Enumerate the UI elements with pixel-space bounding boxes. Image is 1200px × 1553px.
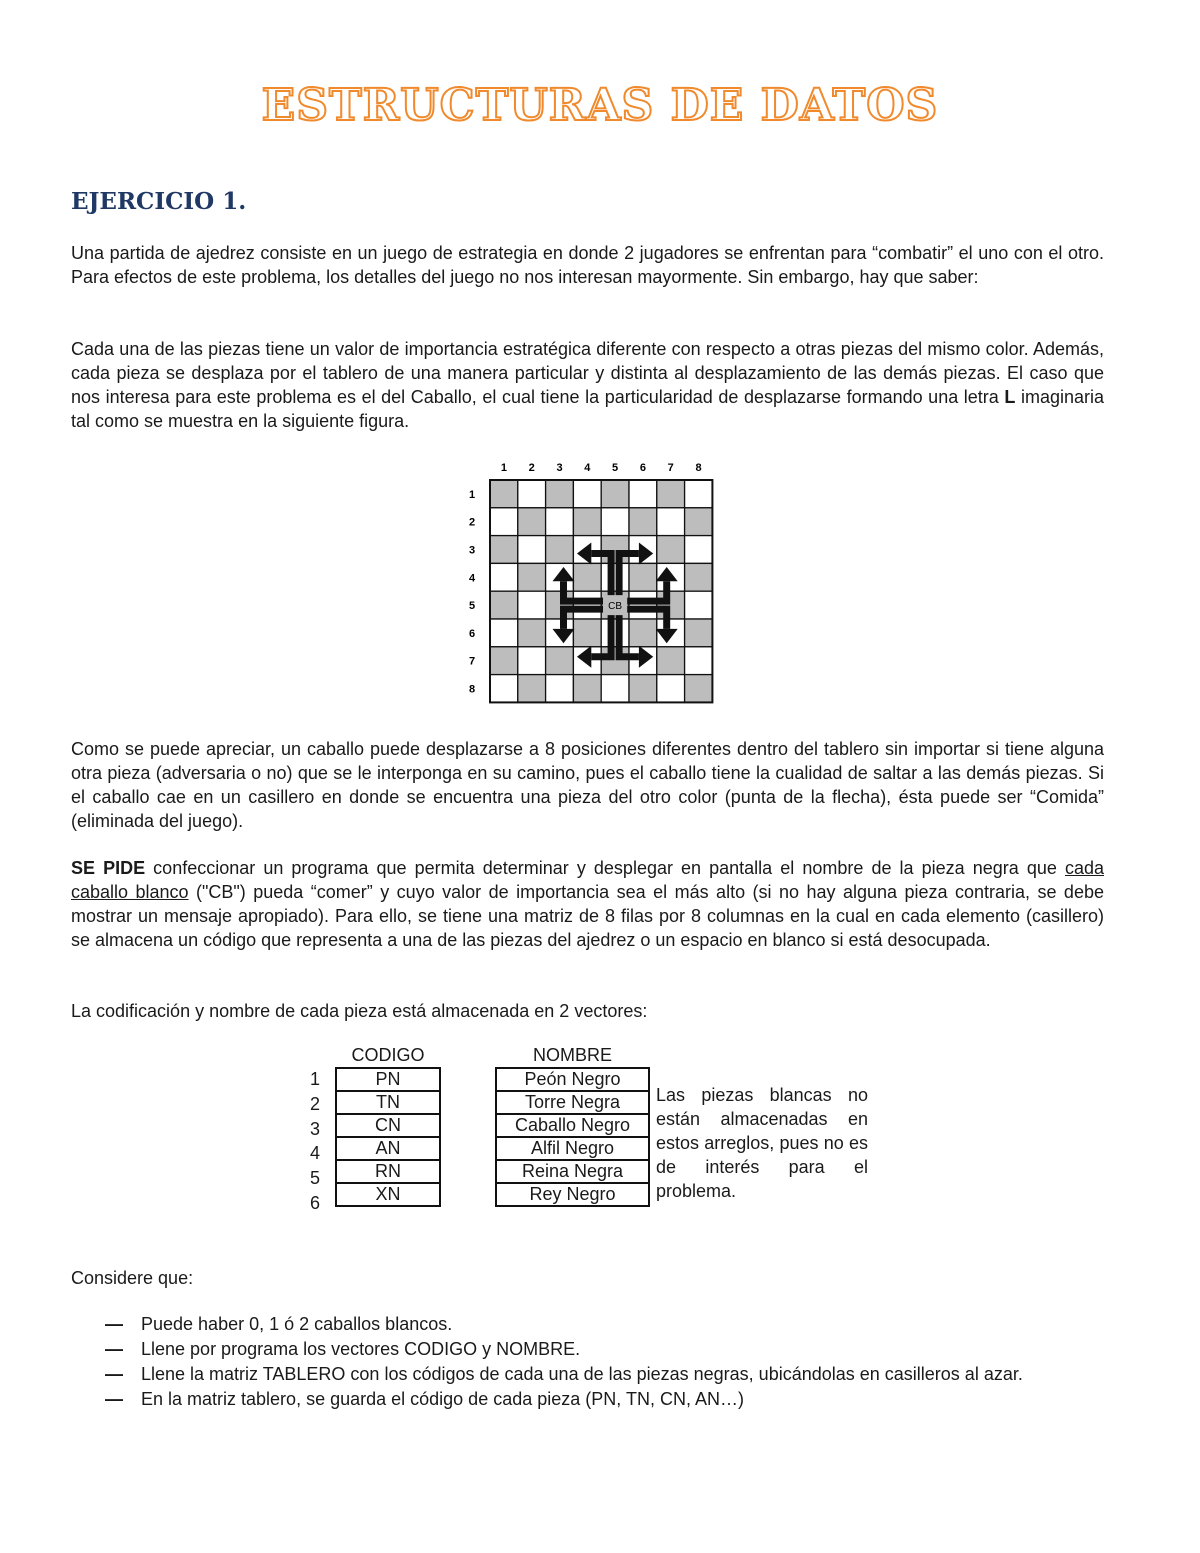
vector-row — [336, 1068, 440, 1091]
board-square — [601, 619, 629, 647]
document-title: ESTRUCTURAS DE DATOS — [261, 80, 939, 131]
column-label: 4 — [584, 462, 591, 474]
vector-index: 4 — [309, 1143, 320, 1164]
board-square — [685, 536, 713, 564]
codigo-cell: PN — [336, 1068, 440, 1091]
vector-row — [336, 1091, 440, 1114]
board-square — [629, 563, 657, 591]
row-label: 1 — [468, 488, 476, 501]
board-square — [601, 536, 629, 564]
board-square — [490, 647, 518, 675]
task-label: SE PIDE — [71, 858, 146, 878]
paragraph-task: SE PIDE confeccionar un programa que permita determinar y desplegar en pantalla el nombre de la pieza negra que cada caballo blanco ("CB") pueda “comer” y cuyo valor de importancia sea el más alto (si no hay alguna pieza contraria, se debe mostrar un mensaje apropiado). Para ello, se tiene una matriz de 8 filas por 8 columnas en la cual en cada elemento (casillero) se almacena un código que representa a una de las piezas del ajedrez o un espacio en blanco si está desocupada. — [71, 858, 1105, 950]
board-square — [518, 508, 546, 536]
board-square — [685, 619, 713, 647]
codigo-cell: RN — [336, 1160, 440, 1183]
row-label: 7 — [468, 655, 476, 668]
board-square — [573, 619, 601, 647]
vector-row — [496, 1160, 649, 1183]
row-label: 8 — [468, 683, 476, 696]
board-square — [601, 647, 629, 675]
vector-index: 6 — [309, 1193, 320, 1213]
knight-label: CB — [608, 601, 623, 613]
row-label: 3 — [468, 544, 476, 557]
vector-row — [336, 1114, 440, 1137]
codigo-cell: XN — [336, 1183, 440, 1206]
vector-row — [336, 1183, 440, 1206]
board-square — [657, 508, 685, 536]
nombre-cell: Alfil Negro — [496, 1137, 649, 1160]
list-item — [105, 1337, 1023, 1362]
list-item-text: Llene por programa los vectores CODIGO y NOMBRE. — [141, 1339, 581, 1359]
paragraph-intro: Una partida de ajedrez consiste en un juego de estrategia en donde 2 jugadores se enfrentan para “combatir” el uno con el otro. Para efectos de este problema, los detalles del juego no nos interesan mayormente. Sin embargo, hay que saber: — [71, 243, 1104, 287]
column-label: 5 — [612, 462, 619, 474]
nombre-cell: Caballo Negro — [496, 1114, 649, 1137]
board-square — [490, 563, 518, 591]
board-square — [629, 480, 657, 508]
column-label: 2 — [528, 462, 535, 474]
dash-bullet-icon: — — [105, 1389, 123, 1409]
dash-bullet-icon: — — [105, 1339, 123, 1359]
board-square — [685, 675, 713, 703]
dash-bullet-icon: — — [105, 1364, 123, 1384]
codigo-cell: AN — [336, 1137, 440, 1160]
paragraph-consider: Considere que: — [71, 1268, 194, 1288]
column-label: 3 — [556, 462, 563, 474]
row-label: 2 — [468, 516, 476, 529]
row-label: 6 — [468, 627, 476, 640]
board-square — [629, 675, 657, 703]
codigo-vector — [335, 1067, 441, 1207]
board-square — [657, 647, 685, 675]
codigo-header: CODIGO — [351, 1045, 425, 1065]
nombre-cell: Peón Negro — [496, 1068, 649, 1091]
board-square — [657, 480, 685, 508]
requirements-list — [105, 1312, 1023, 1412]
column-label: 8 — [695, 462, 702, 474]
column-label: 1 — [500, 462, 507, 474]
vector-row — [336, 1160, 440, 1183]
exercise-heading: EJERCICIO 1. — [71, 188, 247, 215]
chessboard — [450, 455, 730, 720]
board-square — [601, 563, 629, 591]
board-square — [490, 480, 518, 508]
board-square — [546, 480, 574, 508]
board-square — [685, 591, 713, 619]
board-square — [657, 591, 685, 619]
board-square — [546, 508, 574, 536]
board-square — [629, 619, 657, 647]
board-square — [546, 591, 574, 619]
board-square — [518, 675, 546, 703]
nombre-cell: Rey Negro — [496, 1183, 649, 1206]
board-square — [490, 619, 518, 647]
board-square — [685, 647, 713, 675]
board-square — [601, 480, 629, 508]
list-item — [105, 1312, 1023, 1337]
vector-row — [496, 1068, 649, 1091]
nombre-cell: Reina Negra — [496, 1160, 649, 1183]
board-square — [518, 536, 546, 564]
board-square — [490, 508, 518, 536]
board-square — [601, 675, 629, 703]
board-square — [685, 508, 713, 536]
board-square — [573, 563, 601, 591]
board-square — [518, 591, 546, 619]
board-square — [518, 647, 546, 675]
list-item-text: En la matriz tablero, se guarda el código de cada pieza (PN, TN, CN, AN…) — [141, 1389, 744, 1409]
row-label: 4 — [468, 572, 476, 585]
vector-row — [496, 1091, 649, 1114]
list-item-text: Puede haber 0, 1 ó 2 caballos blancos. — [141, 1314, 453, 1334]
board-square — [629, 591, 657, 619]
board-square — [601, 508, 629, 536]
dash-bullet-icon: — — [105, 1314, 123, 1334]
board-square — [518, 563, 546, 591]
board-square — [490, 675, 518, 703]
board-square — [546, 647, 574, 675]
paragraph-vectors: La codificación y nombre de cada pieza está almacenada en 2 vectores: — [71, 1001, 648, 1021]
nombre-vector — [495, 1067, 650, 1207]
board-square — [685, 480, 713, 508]
column-label: 6 — [639, 462, 646, 474]
board-square — [518, 619, 546, 647]
row-label: 5 — [468, 600, 476, 613]
nombre-cell: Torre Negra — [496, 1091, 649, 1114]
chessboard-figure — [450, 455, 730, 725]
vector-row — [496, 1137, 649, 1160]
board-square — [518, 480, 546, 508]
board-square — [657, 675, 685, 703]
board-square — [573, 508, 601, 536]
board-square — [573, 480, 601, 508]
vector-index: 1 — [309, 1069, 320, 1089]
board-square — [490, 536, 518, 564]
board-square — [657, 536, 685, 564]
board-square — [546, 675, 574, 703]
board-square — [573, 591, 601, 619]
underlined-phrase: cada caballo blanco — [71, 858, 1105, 902]
vector-row — [496, 1114, 649, 1137]
codigo-cell: CN — [336, 1114, 440, 1137]
vectors-note: Las piezas blancas no están almacenadas en estos arreglos, pues no es de interés para el problema. — [656, 1085, 868, 1201]
column-label: 7 — [667, 462, 674, 474]
vector-row — [496, 1183, 649, 1206]
board-square — [573, 675, 601, 703]
list-item — [105, 1362, 1023, 1387]
vector-index: 3 — [309, 1118, 320, 1139]
board-square — [546, 536, 574, 564]
vector-row — [336, 1137, 440, 1160]
list-item — [105, 1387, 1023, 1412]
board-square — [490, 591, 518, 619]
vector-index: 5 — [309, 1168, 320, 1189]
nombre-header: NOMBRE — [532, 1045, 612, 1065]
list-item-text: Llene la matriz TABLERO con los códigos de cada una de las piezas negras, ubicándolas en casilleros al azar. — [141, 1364, 1023, 1384]
paragraph-knight-moves: Como se puede apreciar, un caballo puede desplazarse a 8 posiciones diferentes dentro del tablero sin importar si tiene alguna otra pieza (adversaria o no) que se le interponga en su camino, pues el caballo tiene la cualidad de saltar a las demás piezas. Si el caballo cae en un casillero en donde se encuentra una pieza del otro color (punta de la flecha), ésta puede ser “Comida” (eliminada del juego). — [71, 739, 1104, 831]
paragraph-pieces: Cada una de las piezas tiene un valor de importancia estratégica diferente con respecto a otras piezas del mismo color. Además, cada pieza se desplaza por el tablero de una manera particular y distinta al desplazamiento de las demás piezas. El caso que nos interesa para este problema es el del Caballo, el cual tiene la particularidad de desplazarse formando una letra L imaginaria tal como se muestra en la siguiente figura. — [71, 339, 1104, 431]
vector-index: 2 — [309, 1093, 320, 1114]
board-square — [629, 508, 657, 536]
board-square — [685, 563, 713, 591]
codigo-cell: TN — [336, 1091, 440, 1114]
